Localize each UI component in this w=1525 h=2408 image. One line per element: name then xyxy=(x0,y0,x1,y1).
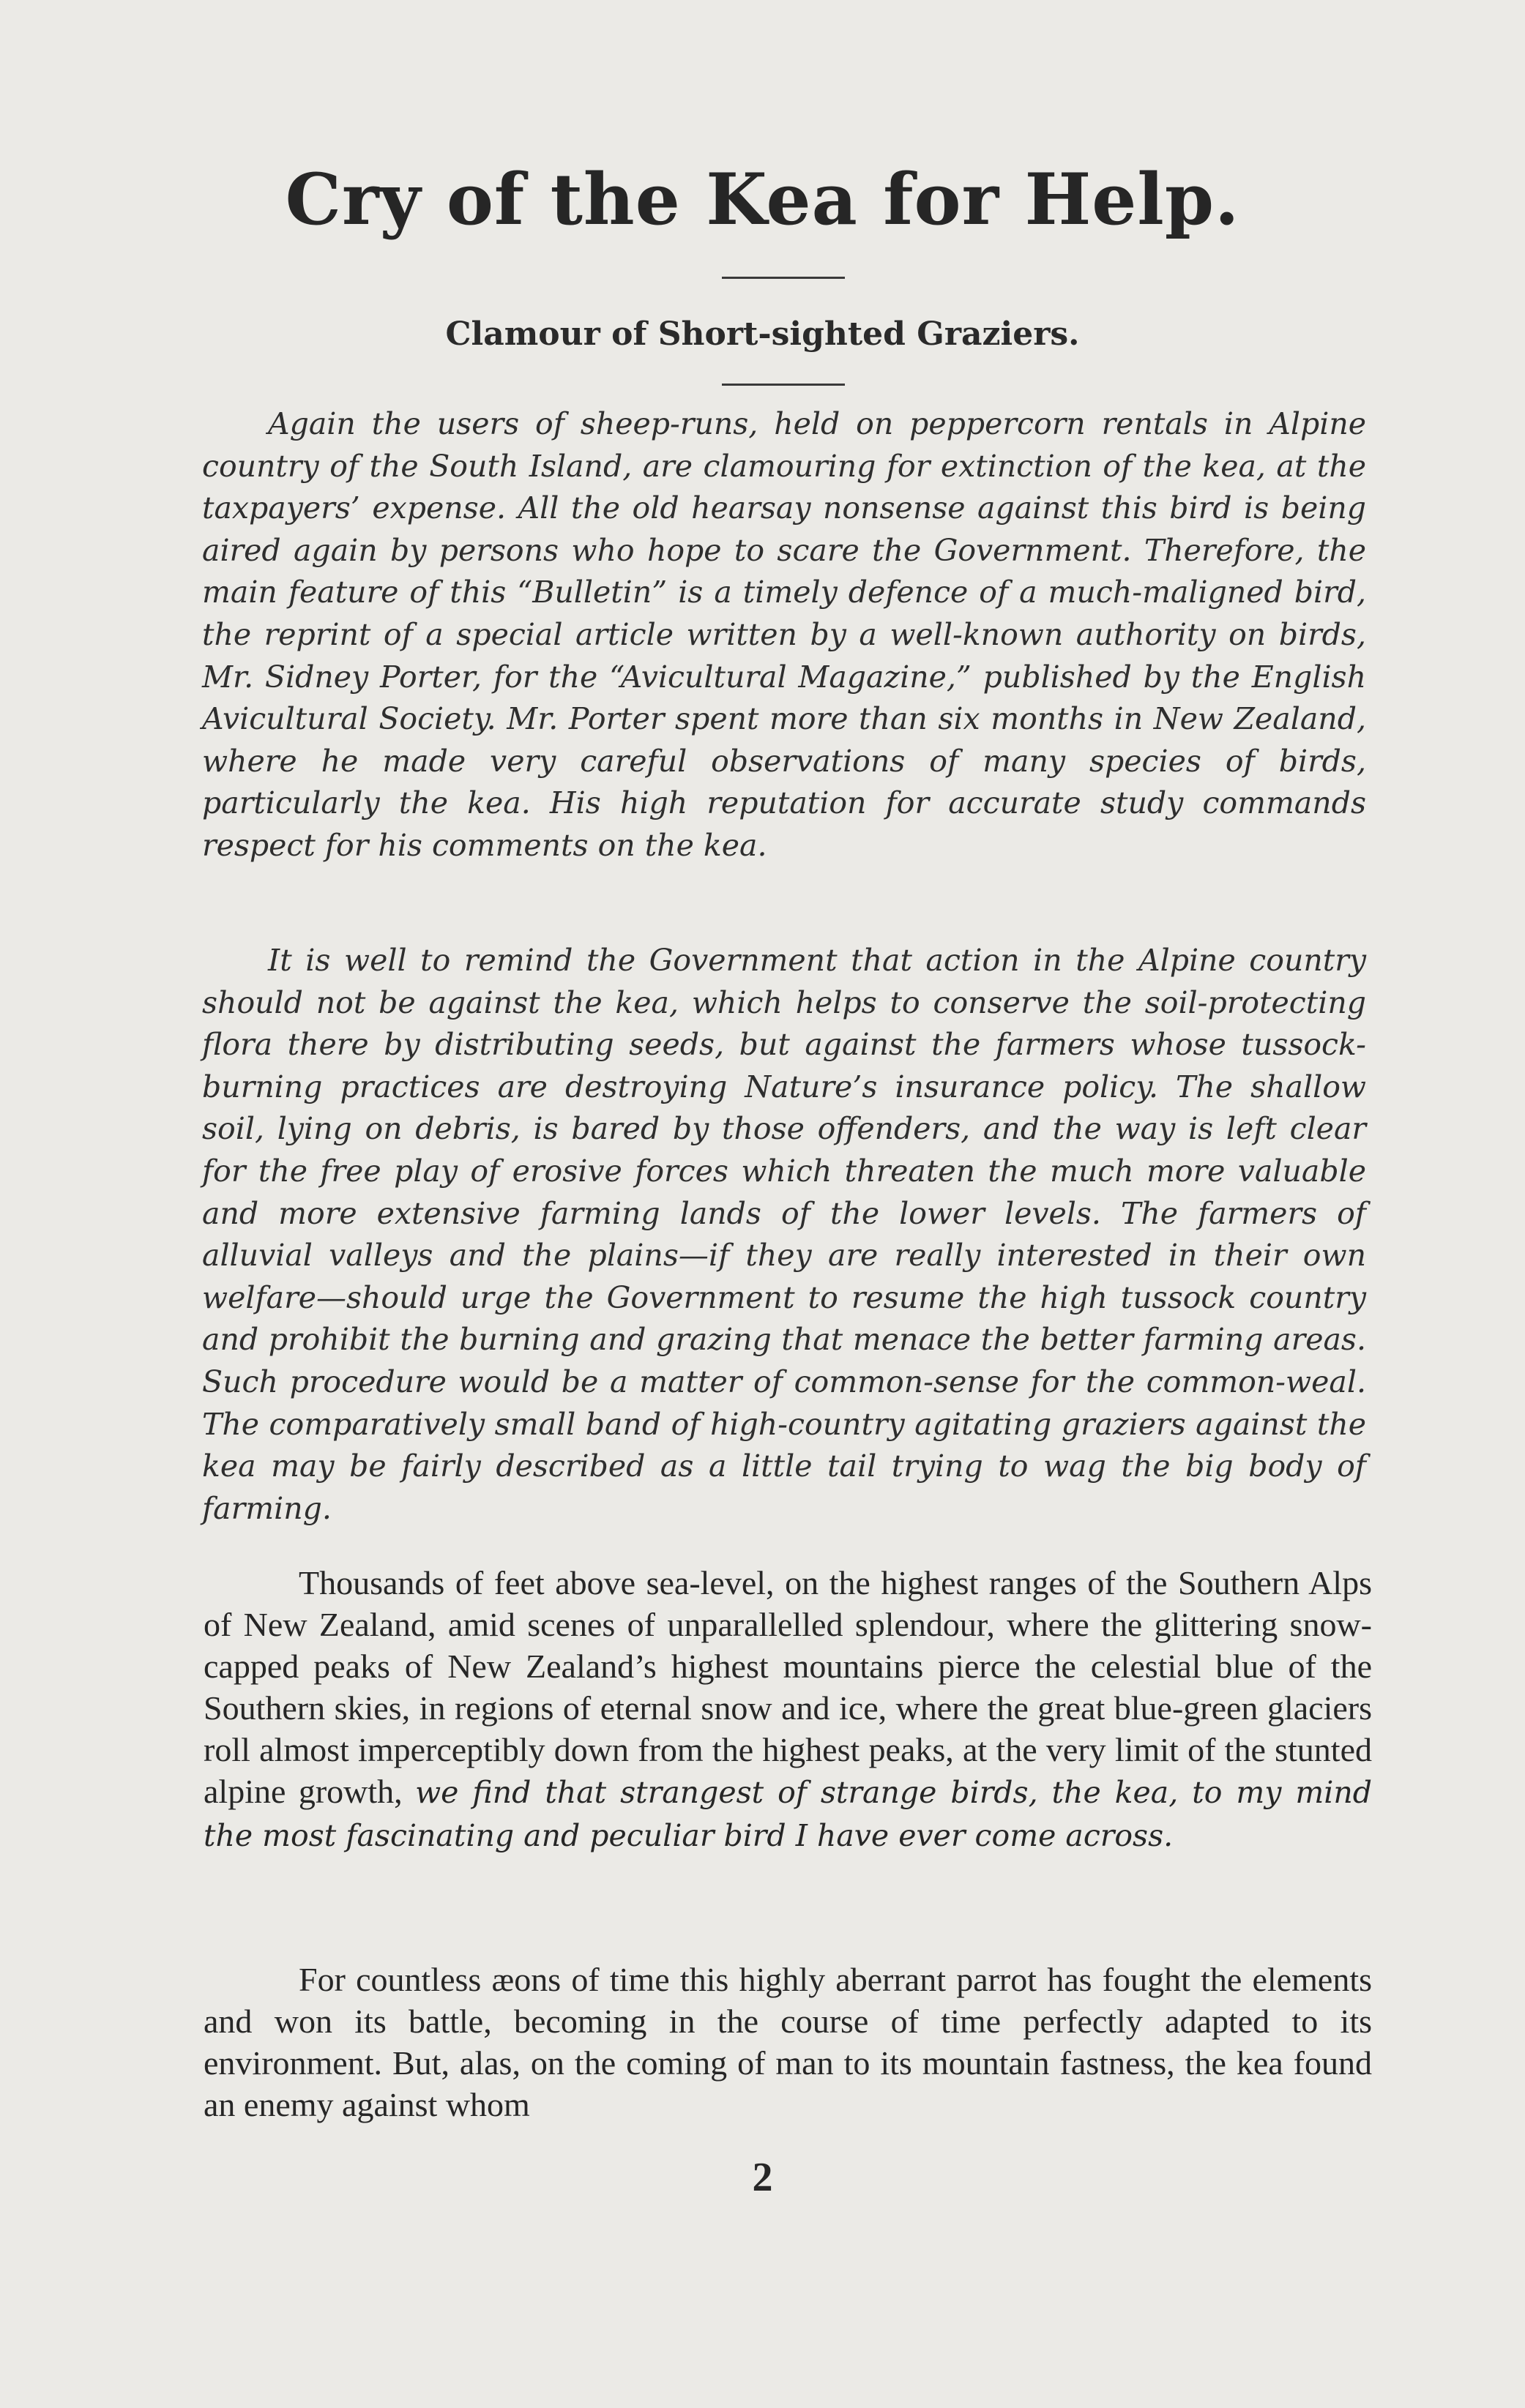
body-paragraph-2: For countless æons of time this highly aberrant parrot has fought the elements and won its battle, becoming in the course of time perfectly adapted to its environment. But, alas, on the coming of man to its mountain fastness, the kea found an enemy against whom xyxy=(204,1961,1372,2123)
intro-paragraph-1: Again the users of sheep-runs, held on peppercorn rentals in Alpine country of the South Island, are clamouring for extinction of the kea, at the taxpayers’ expense. All the old hearsay nonsense against this bird is being aired again by persons who hope to scare the Government. Therefore, the main feature of this “Bulletin” is a timely defence of a much-maligned bird, the reprint of a special article written by a well-known authority on birds, Mr. Sidney Porter, for the “Avicultural Magazine,” published by the English Avicultural Society. Mr. Porter spent more than six months in New Zealand, where he made very careful observations of many species of birds, particularly the kea. His high reputation for accurate study commands respect for his comments on the kea. xyxy=(202,406,1366,863)
body-paragraph-1-emphasis: we find that strangest of strange birds, the kea, to my mind the most fascinating and peculiar bird I have ever come across. xyxy=(204,1775,1372,1853)
title-divider xyxy=(722,277,845,279)
article-subtitle: Clamour of Short-sighted Graziers. xyxy=(445,315,1080,353)
page-number: 2 xyxy=(752,2155,773,2200)
subtitle-divider xyxy=(722,384,845,386)
intro-paragraph-2: It is well to remind the Government that action in the Alpine country should not be against the kea, which helps to conserve the soil-protecting flora there by distributing seeds, but against the farmers whose tussock-burning practices are destroying Nature’s insurance policy. The shallow soil, lying on debris, is bared by those offenders, and the way is left clear for the free play of erosive forces which threaten the much more valuable and more extensive farming lands of the lower levels. The farmers of alluvial valleys and the plains—if they are really interested in their own welfare—should urge the Government to resume the high tussock country and prohibit the burning and grazing that menace the better farming areas. Such procedure would be a matter of common-sense for the common-weal. The comparatively small band of high-country agitating graziers against the kea may be fairly described as a little tail trying to wag the big body of farming. xyxy=(202,943,1366,1526)
body-paragraph-1 xyxy=(204,1562,1372,1857)
body-paragraph-1-text: Thousands of feet above sea-level, on the highest ranges of the Southern Alps of New Zealand, amid scenes of unparallelled splendour, where the glittering snow-capped peaks of New Zealand’s highest mountains pierce the celestial blue of the Southern skies, in regions of eternal snow and ice, where the great blue-green glaciers roll almost imperceptibly down from the highest peaks, at the very limit of the stunted alpine growth, xyxy=(204,1564,1372,1810)
article-title: Cry of the Kea for Help. xyxy=(285,158,1240,241)
